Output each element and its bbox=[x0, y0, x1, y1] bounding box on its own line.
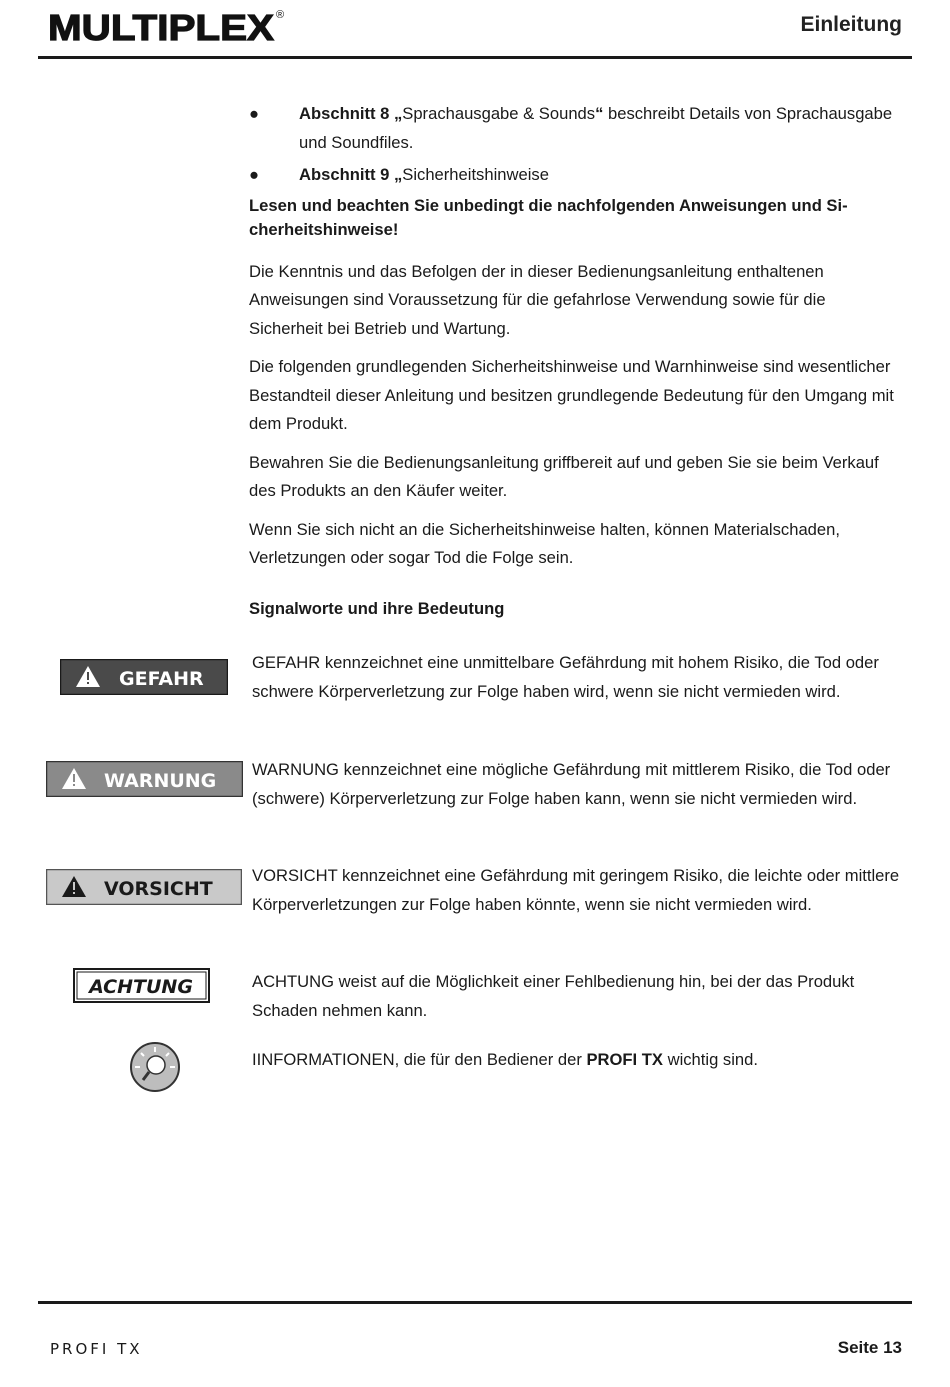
list-item bbox=[249, 100, 899, 157]
paragraph: Wenn Sie sich nicht an die Sicherheitshinweise halten, können Materialschaden, Verletzungen oder sogar Tod die Folge sein. bbox=[249, 519, 840, 567]
gefahr-badge bbox=[60, 659, 228, 695]
product-name: PROFI TX bbox=[586, 1050, 663, 1069]
header-rule bbox=[38, 56, 912, 59]
vorsicht-label: VORSICHT bbox=[104, 878, 213, 900]
registered-mark: ® bbox=[276, 9, 285, 21]
vorsicht-badge bbox=[46, 869, 242, 905]
gefahr-description: GEFAHR kennzeichnet eine unmittelbare Gefährdung mit hohem Risiko, die Tod oder schwere Körperverletzung zur Folge haben wird, wenn sie nicht vermieden wird. bbox=[252, 653, 879, 701]
gefahr-label: GEFAHR bbox=[119, 668, 204, 690]
info-text-before: IINFORMATIONEN, die für den Bediener der bbox=[252, 1050, 587, 1069]
paragraph: Die Kenntnis und das Befolgen der in dieser Bedienungsanleitung enthaltenen Anweisungen sind Voraussetzung für die gefahrlose Verwendung sowie für die Sicherheit bei Betrieb und Wartung. bbox=[249, 261, 826, 338]
section-desc: beschreibt Details von Sprachausgabe und Soundfiles. bbox=[299, 104, 893, 152]
warnung-description: WARNUNG kennzeichnet eine mögliche Gefährdung mit mittlerem Risiko, die Tod oder (schwere) Körperverletzung zur Folge haben kann, wenn sie nicht vermieden wird. bbox=[252, 760, 891, 808]
safety-warning-heading: Lesen und beachten Sie unbedingt die nachfolgenden Anweisungen und Si-cherheitshinweise! bbox=[249, 195, 848, 239]
achtung-description: ACHTUNG weist auf die Möglichkeit einer Fehlbedienung hin, bei der das Produkt Schaden nehmen kann. bbox=[252, 972, 855, 1020]
signal-words-heading: Signalworte und ihre Bedeutung bbox=[249, 598, 505, 618]
section-ref: Abschnitt 8 „ bbox=[299, 104, 403, 123]
bullet-dot: ● bbox=[249, 165, 260, 184]
warnung-label: WARNUNG bbox=[104, 770, 217, 792]
multiplex-logo bbox=[48, 6, 288, 46]
page-number: Seite 13 bbox=[837, 1338, 902, 1357]
info-lightbulb-icon bbox=[129, 1041, 181, 1093]
warnung-badge bbox=[46, 761, 243, 797]
footer-brand: PROFI TX bbox=[50, 1340, 143, 1358]
paragraph: Die folgenden grundlegenden Sicherheitshinweise und Warnhinweise sind wesentlicher Bestandteil dieser Anleitung und besitzen grundlegende Bedeutung für den Umgang mit dem Produkt. bbox=[249, 357, 894, 433]
bullet-dot: ● bbox=[249, 104, 260, 123]
section-name: Sicherheitshinweise bbox=[402, 165, 549, 184]
achtung-label: ACHTUNG bbox=[89, 976, 193, 998]
logo-text: MULTIPLEX bbox=[48, 7, 274, 46]
list-item bbox=[249, 161, 899, 190]
quote-mark: “ bbox=[595, 104, 604, 123]
footer-rule bbox=[38, 1301, 912, 1304]
vorsicht-description: VORSICHT kennzeichnet eine Gefährdung mit geringem Risiko, die leichte oder mittlere Körperverletzungen zur Folge haben könnte, wenn sie nicht vermieden wird. bbox=[252, 866, 900, 914]
section-ref: Abschnitt 9 „ bbox=[299, 165, 403, 184]
page-title: Einleitung bbox=[800, 13, 902, 36]
info-text-after: wichtig sind. bbox=[662, 1050, 758, 1069]
paragraph: Bewahren Sie die Bedienungsanleitung griffbereit auf und geben Sie sie beim Verkauf des Produkts an den Käufer weiter. bbox=[249, 452, 879, 500]
section-name: Sprachausgabe & Sounds bbox=[402, 104, 596, 123]
achtung-badge bbox=[73, 968, 210, 1003]
main-content bbox=[249, 100, 899, 623]
info-description bbox=[252, 1046, 904, 1075]
